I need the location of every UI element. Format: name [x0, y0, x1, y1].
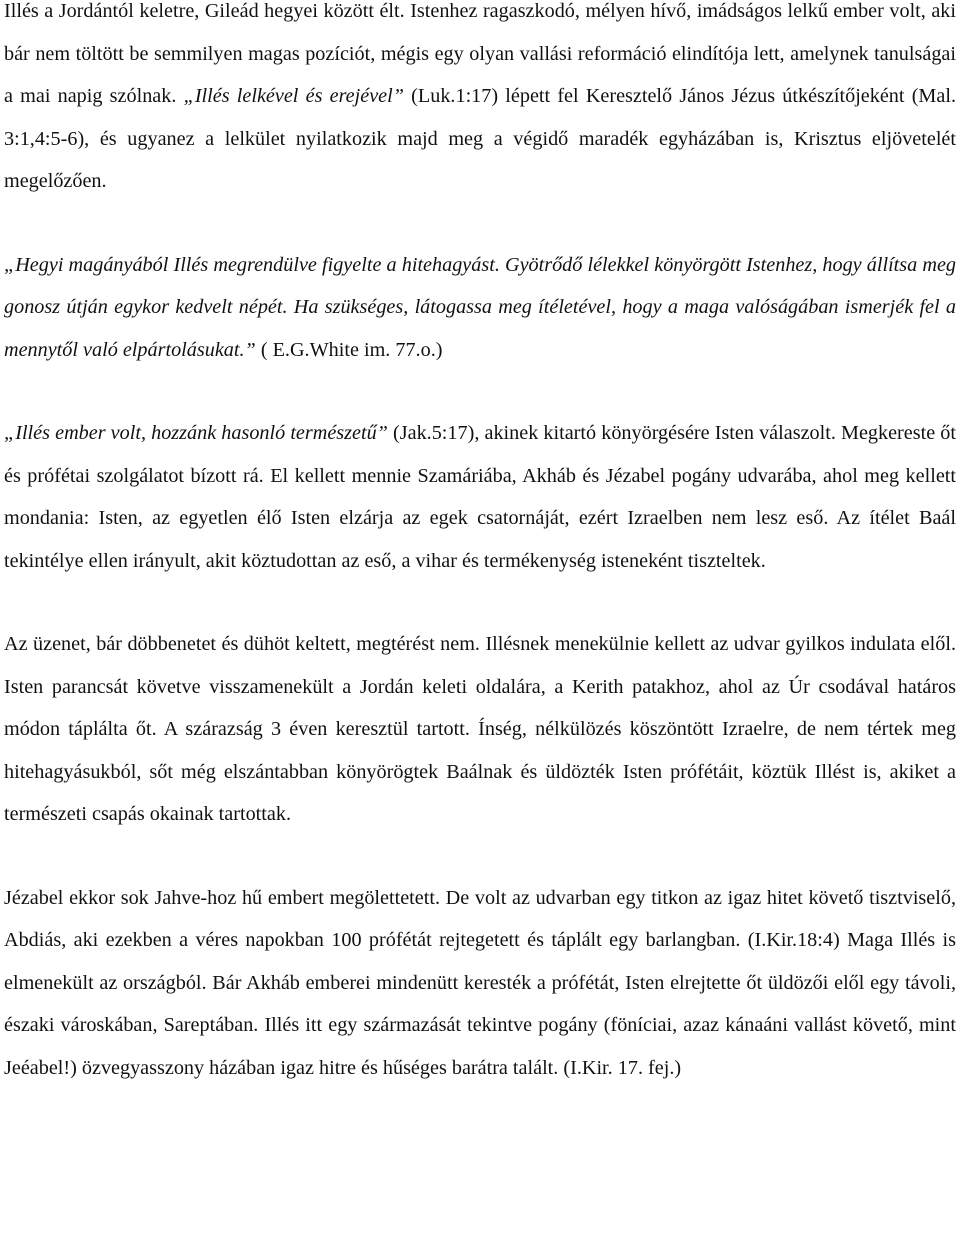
- text-run: Jézabel ekkor sok Jahve-hoz hű embert megölettetett. De volt az udvarban egy titkon az igaz hitet követő tisztviselő, Abdiás, aki ezekben a véres napokban 100 prófétát rejtegetett és táplált egy barlangban. (I.Kir.18:4) Maga Illés is elmenekült az országból. Bár Akháb emberei mindenütt keresték a prófétát, Isten elrejtette őt üldözői elől egy távoli, északi városkában, Sareptában. Illés itt egy származását tekintve pogány (föníciai, azaz kánaáni vallást követő, mint Jeéabel!) özvegyasszony házában igaz hitre és hűséges barátra talált. (I.Kir. 17. fej.): [4, 886, 956, 1079]
- document-page: [4, 0, 956, 1089]
- italic-quote-run: „Illés lelkével és erejével”: [183, 85, 404, 107]
- paragraph-illes-ember: [4, 412, 956, 582]
- paragraph-uzenet: [4, 623, 956, 836]
- paragraph-illes-intro: [4, 0, 956, 203]
- text-run: (Luk.1:17) lépett fel Keresztelő János Jézus útkészítőjeként (Mal. 3:1,4:5-6), és ugyanez a lelkület nyilatkozik majd meg a végidő maradék egyházában is, Krisztus eljövetelét megelőzően.: [4, 85, 957, 192]
- paragraph-gap: [4, 371, 956, 412]
- italic-quote-run: „Hegyi magányából Illés megrendülve figyelte a hitehagyást. Gyötrődő lélekkel könyörgött Istenhez, hogy állítsa meg gonosz útján egykor kedvelt népét. Ha szükséges, látogassa meg ítéletével, hogy a maga valóságában ismerjék fel a mennytől való elpártolásukat.”: [4, 253, 956, 361]
- paragraph-gap: [4, 203, 956, 244]
- text-run: Illés a Jordántól keletre, Gileád hegyei között élt. Istenhez ragaszkodó, mélyen hívő, imádságos lelkű ember volt, aki bár nem töltött be semmilyen magas pozíciót, mégis egy olyan vallási reformáció elindítója lett, amelynek tanulságai a mai napig szólnak.: [4, 0, 956, 107]
- italic-quote-run: „Illés ember volt, hozzánk hasonló természetű”: [4, 422, 388, 444]
- paragraph-quote-white: [4, 244, 956, 372]
- paragraph-jezabel: [4, 877, 956, 1090]
- citation-run: ( E.G.White im. 77.o.): [255, 338, 443, 361]
- paragraph-gap: [4, 836, 956, 877]
- text-run: (Jak.5:17), akinek kitartó könyörgésére Isten válaszolt. Megkereste őt és prófétai szolgálatot bízott rá. El kellett mennie Szamáriába, Akháb és Jézabel pogány udvarába, ahol meg kellett mondania: Isten, az egyetlen élő Isten elzárja az egek csatornáját, ezért Izraelben nem lesz eső. Az ítélet Baál tekintélye ellen irányult, akit köztudottan az eső, a vihar és termékenység isteneként tiszteltek.: [4, 422, 956, 572]
- paragraph-gap: [4, 582, 956, 623]
- text-run: Az üzenet, bár döbbenetet és dühöt keltett, megtérést nem. Illésnek menekülnie kellett az udvar gyilkos indulata elől. Isten parancsát követve visszamenekült a Jordán keleti oldalára, a Kerith patakhoz, ahol az Úr csodával határos módon táplálta őt. A szárazság 3 éven keresztül tartott. Ínség, nélkülözés köszöntött Izraelre, de nem tértek meg hitehagyásukból, sőt még elszántabban könyörögtek Baálnak és üldözték Isten prófétáit, köztük Illést is, akiket a természeti csapás okainak tartottak.: [4, 633, 956, 825]
